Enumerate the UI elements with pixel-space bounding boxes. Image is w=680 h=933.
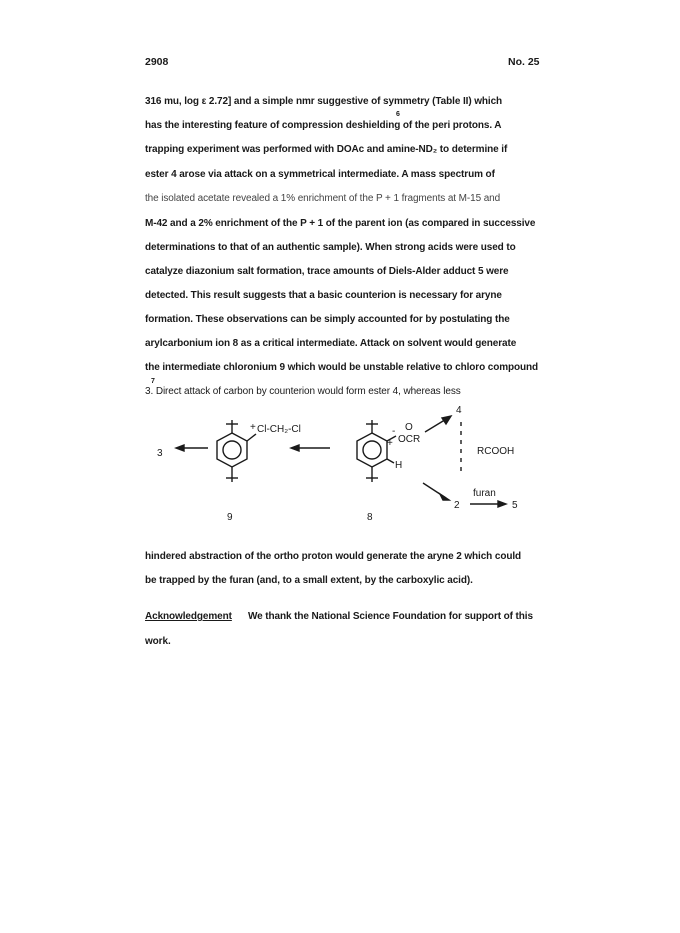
benzene-ring-9 (217, 433, 247, 467)
label-compound-4: 4 (456, 405, 462, 416)
page-number: 2908 (145, 56, 169, 68)
substituent-9: Cl-CH₂-Cl (257, 424, 301, 435)
superscript-ref: 7 (151, 378, 155, 385)
acknowledgement-text: We thank the National Science Foundation for support of this (248, 611, 533, 622)
issue-number: No. 25 (508, 56, 540, 68)
body-line: detected. This result suggests that a basic counterion is necessary for aryne (145, 290, 502, 301)
body-line: the isolated acetate revealed a 1% enrichment of the P + 1 fragments at M-15 and (145, 193, 501, 204)
body-line: arylcarbonium ion 8 as a critical intermediate. Attack on solvent would generate (145, 338, 517, 349)
body-line: trapping experiment was performed with DOAc and amine-ND₂ to determine if (145, 144, 508, 155)
body-line: the intermediate chloronium 9 which would be unstable relative to chloro compound (145, 362, 539, 373)
body-line: determinations to that of an authentic sample). When strong acids were used to (145, 242, 516, 253)
reaction-scheme (140, 400, 540, 540)
body-line: M-42 and a 2% enrichment of the P + 1 of the parent ion (as compared in successive (145, 218, 536, 229)
body-line: formation. These observations can be simply accounted for by postulating the (145, 314, 510, 325)
body-line: 3. Direct attack of carbon by counterion would form ester 4, whereas less (145, 386, 461, 397)
acknowledgement-heading: Acknowledgement (145, 611, 232, 622)
plus-charge: + (387, 438, 393, 449)
label-compound-2: 2 (454, 500, 460, 511)
body-line: hindered abstraction of the ortho proton would generate the aryne 2 which could (145, 551, 522, 562)
aromatic-circle-8 (363, 441, 381, 459)
body-line: has the interesting feature of compression deshielding of the peri protons. A (145, 120, 502, 131)
superscript-ref: 6 (396, 111, 400, 118)
body-line: ester 4 arose via attack on a symmetrical intermediate. A mass spectrum of (145, 169, 495, 180)
substituent-8: OCR (398, 434, 421, 445)
reagent-rcooh: RCOOH (477, 446, 515, 457)
minus-sign: - (392, 426, 396, 437)
body-line: catalyze diazonium salt formation, trace amounts of Diels-Alder adduct 5 were (145, 266, 509, 277)
reagent-furan: furan (473, 488, 496, 499)
benzene-ring-8 (357, 433, 387, 467)
hydrogen-8: H (395, 460, 403, 471)
carbonyl-oxygen: O (405, 422, 413, 433)
label-compound-3: 3 (157, 448, 163, 459)
label-compound-9: 9 (227, 512, 233, 523)
aromatic-circle-9 (223, 441, 241, 459)
body-line: be trapped by the furan (and, to a small extent, by the carboxylic acid). (145, 575, 473, 586)
label-compound-5: 5 (512, 500, 518, 511)
label-compound-8: 8 (367, 512, 373, 523)
body-line: 316 mu, log ε 2.72] and a simple nmr suggestive of symmetry (Table II) which (145, 96, 503, 107)
plus-charge: + (250, 422, 256, 433)
acknowledgement-continuation: work. (145, 636, 171, 647)
